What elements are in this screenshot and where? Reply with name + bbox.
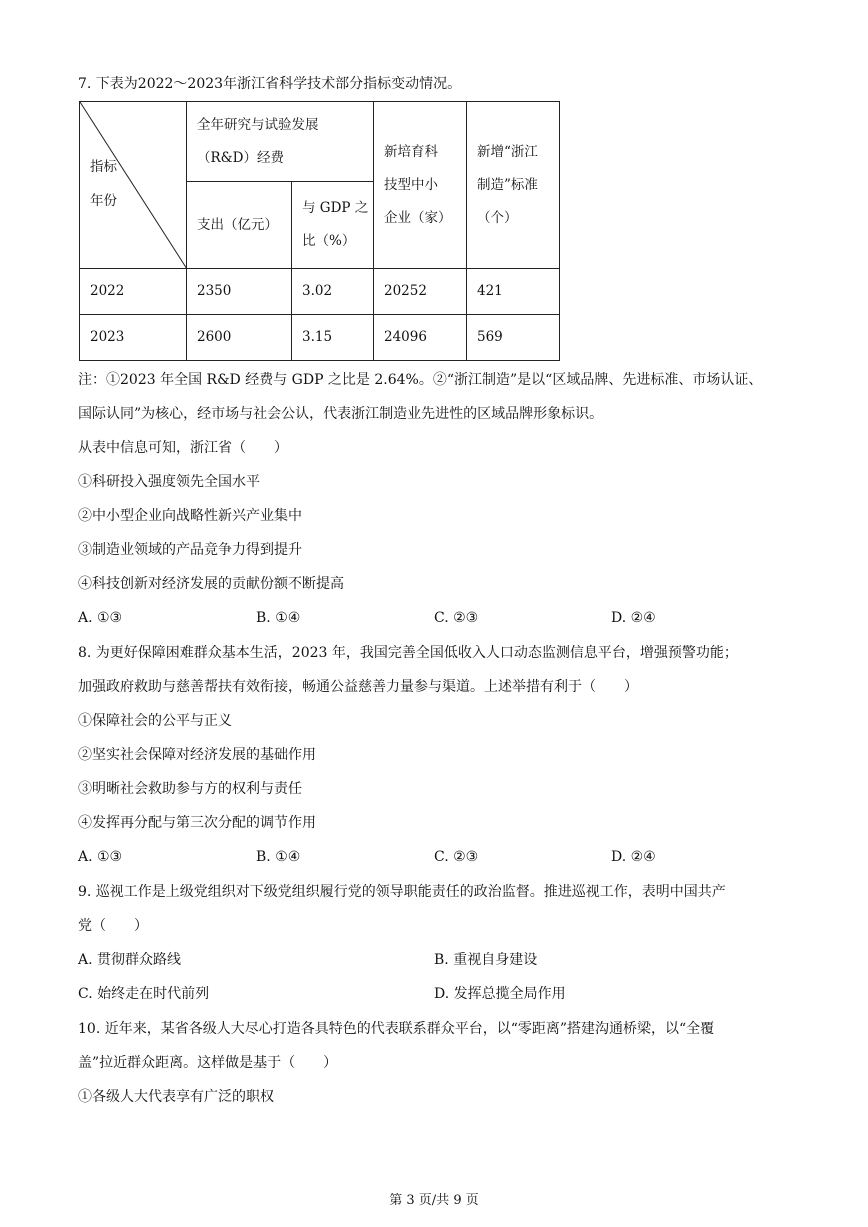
q10-stem-line2: 盖”拉近群众距离。这样做是基于（ ） (78, 1055, 338, 1071)
q8-stem-line2: 加强政府救助与慈善帮扶有效衔接，畅通公益慈善力量参与渠道。上述举措有利于（ ） (78, 679, 638, 695)
q8-option-d[interactable]: D. ②④ (611, 849, 656, 865)
q9-option-a[interactable]: A. 贯彻群众路线 (78, 952, 182, 968)
header-gdp-ratio-line2: 比（%） (302, 233, 356, 249)
q8-item-2: ②坚实社会保障对经济发展的基础作用 (78, 747, 316, 763)
cell-gdp-ratio: 3.15 (292, 315, 374, 361)
cell-year: 2023 (80, 315, 187, 361)
header-rd-funding-line2: （R&D）经费 (197, 149, 285, 166)
q10-stem-line1: 10. 近年来，某省各级人大尽心打造各具特色的代表联系群众平台，以“零距离”搭建沟通桥梁，以“全覆 (78, 1021, 715, 1037)
cell-smes: 24096 (374, 315, 467, 361)
q7-note-line2: 国际认同”为核心，经市场与社会公认，代表浙江制造业先进性的区域品牌形象标识。 (78, 406, 604, 422)
header-spending: 支出（亿元） (187, 182, 292, 269)
cell-spending: 2350 (187, 269, 292, 315)
table-row (80, 315, 560, 361)
header-new-tech-smes-line3: 企业（家） (384, 209, 452, 226)
cell-gdp-ratio: 3.02 (292, 269, 374, 315)
header-rd-funding (187, 102, 374, 182)
header-standards-line2: 制造”标准 (477, 176, 538, 193)
corner-label-indicator: 指标 (90, 159, 117, 175)
q9-option-c[interactable]: C. 始终走在时代前列 (78, 986, 210, 1002)
q9-stem-line2: 党（ ） (78, 918, 148, 934)
cell-spending: 2600 (187, 315, 292, 361)
q7-stem: 7. 下表为2022～2023年浙江省科学技术部分指标变动情况。 (78, 76, 462, 92)
q9-option-b[interactable]: B. 重视自身建设 (434, 952, 538, 968)
table-corner-cell (80, 102, 187, 269)
header-gdp-ratio (292, 182, 374, 269)
q7-note-line1: 注：①2023 年全国 R&D 经费与 GDP 之比是 2.64%。②“浙江制造”是以“区域品牌、先进标准、市场认证、 (78, 372, 763, 388)
q8-stem-line1: 8. 为更好保障困难群众基本生活，2023 年，我国完善全国低收入人口动态监测信息平台，增强预警功能； (78, 645, 738, 661)
header-standards-line3: （个） (477, 209, 518, 226)
q7-option-c[interactable]: C. ②③ (434, 610, 479, 626)
cell-smes: 20252 (374, 269, 467, 315)
diagonal-divider (80, 102, 187, 269)
q8-option-a[interactable]: A. ①③ (78, 849, 123, 865)
header-rd-funding-line1: 全年研究与试验发展 (197, 116, 319, 133)
q9-option-d[interactable]: D. 发挥总揽全局作用 (434, 986, 566, 1002)
q7-option-d[interactable]: D. ②④ (611, 610, 656, 626)
header-new-tech-smes (374, 102, 467, 269)
header-new-tech-smes-line1: 新培育科 (384, 143, 438, 160)
q8-option-c[interactable]: C. ②③ (434, 849, 479, 865)
science-indicators-table (79, 101, 560, 361)
corner-label-year: 年份 (90, 193, 117, 209)
header-new-tech-smes-line2: 技型中小 (384, 176, 438, 193)
cell-standards: 569 (467, 315, 560, 361)
q7-item-3: ③制造业领域的产品竞争力得到提升 (78, 542, 302, 558)
q8-item-3: ③明晰社会救助参与方的权利与责任 (78, 781, 302, 797)
q7-question: 从表中信息可知，浙江省（ ） (78, 440, 288, 456)
q8-option-b[interactable]: B. ①④ (256, 849, 301, 865)
q7-item-4: ④科技创新对经济发展的贡献份额不断提高 (78, 576, 344, 592)
header-standards-line1: 新增“浙江 (477, 143, 538, 160)
q7-option-b[interactable]: B. ①④ (256, 610, 301, 626)
q8-item-1: ①保障社会的公平与正义 (78, 713, 232, 729)
cell-standards: 421 (467, 269, 560, 315)
q8-item-4: ④发挥再分配与第三次分配的调节作用 (78, 815, 316, 831)
header-zhejiang-standards (467, 102, 560, 269)
q9-stem-line1: 9. 巡视工作是上级党组织对下级党组织履行党的领导职能责任的政治监督。推进巡视工作，表明中国共产 (78, 884, 726, 900)
header-gdp-ratio-line1: 与 GDP 之 (302, 200, 369, 216)
cell-year: 2022 (80, 269, 187, 315)
q7-item-2: ②中小型企业向战略性新兴产业集中 (78, 508, 302, 524)
q7-item-1: ①科研投入强度领先全国水平 (78, 474, 260, 490)
q7-option-a[interactable]: A. ①③ (78, 610, 123, 626)
page-number: 第 3 页/共 9 页 (389, 1193, 479, 1208)
table-row (80, 269, 560, 315)
q10-item-1: ①各级人大代表享有广泛的职权 (78, 1089, 274, 1105)
